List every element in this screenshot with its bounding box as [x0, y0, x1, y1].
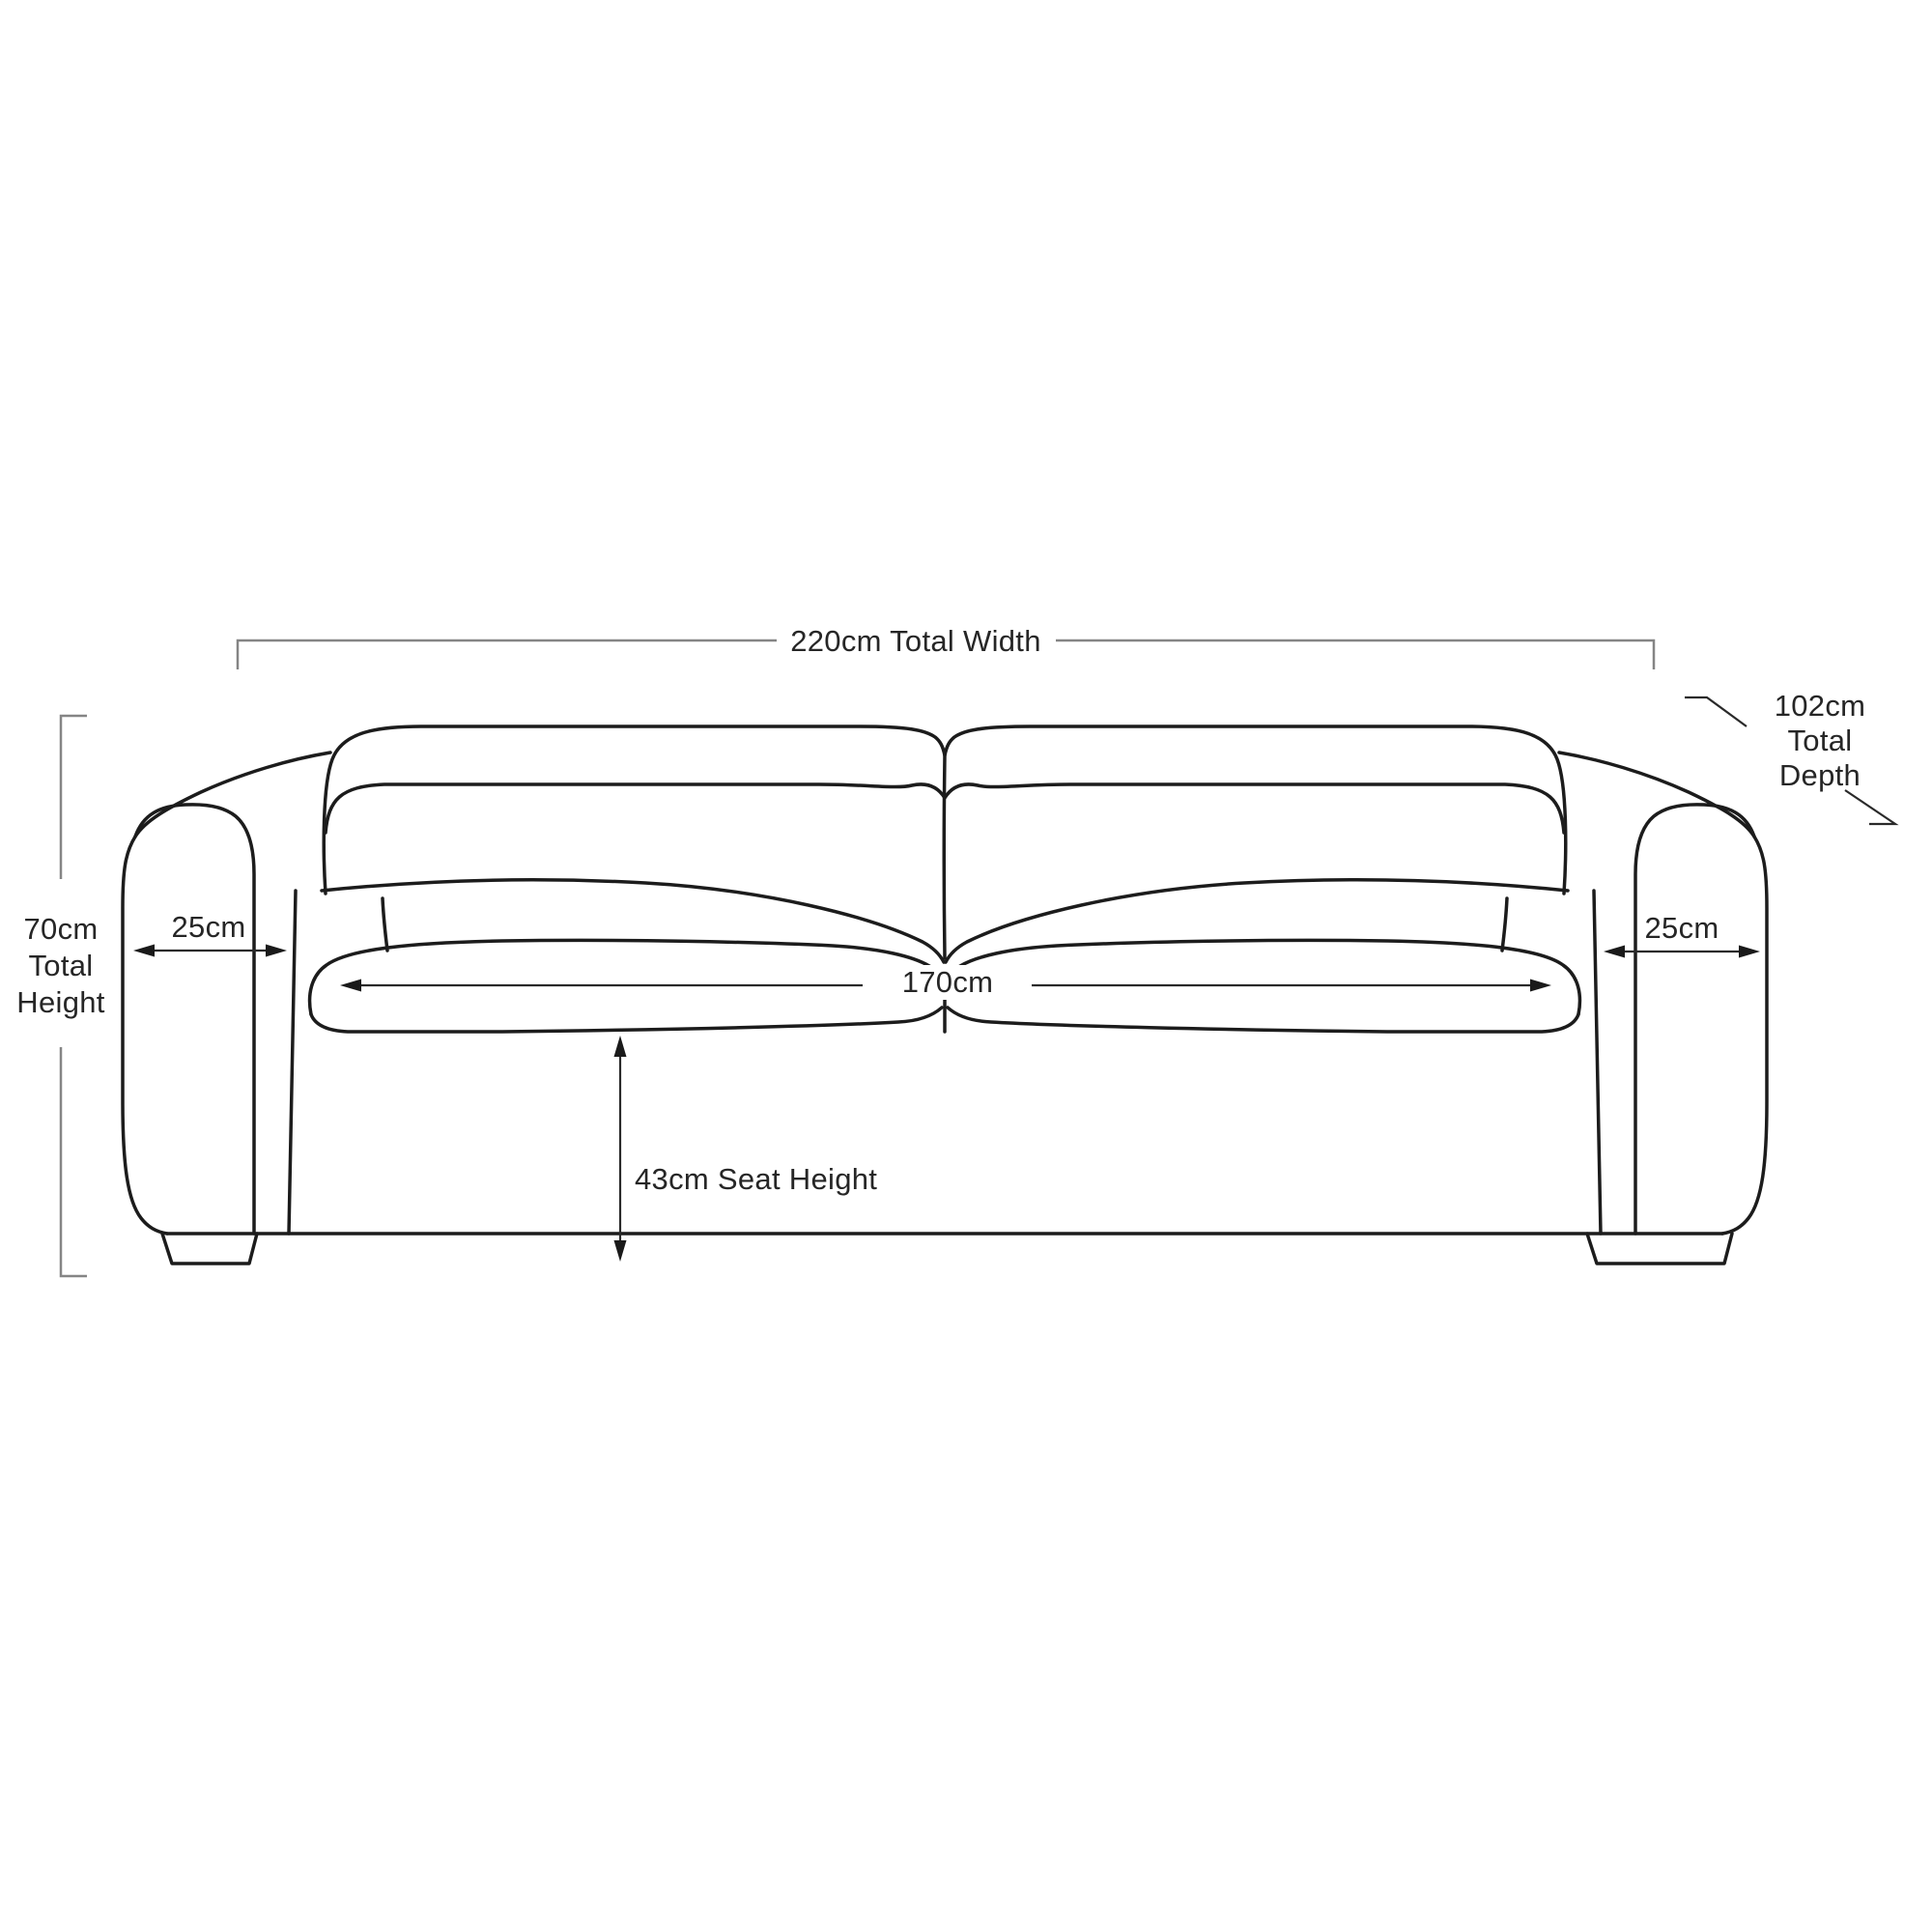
total-height-caption-1: Total [28, 949, 94, 982]
total-width-label: 220cm Total Width [790, 624, 1041, 658]
right-arm-panel [1635, 805, 1754, 1234]
seat-height-label: 43cm Seat Height [635, 1162, 878, 1196]
sofa-center-seam-back [944, 755, 945, 958]
right-seat-cushion [945, 880, 1579, 1032]
arm-width-label-right: 25cm [1644, 911, 1719, 945]
arm-width-arrow-left [133, 945, 287, 957]
arm-width-arrow-right [1604, 946, 1760, 958]
left-arm-panel [135, 805, 254, 1234]
right-foot [1587, 1234, 1732, 1264]
total-depth-value: 102cm [1774, 689, 1866, 723]
left-foot [162, 1234, 257, 1264]
depth-indicator-upper [1685, 697, 1747, 726]
left-arm-outline [123, 753, 330, 1234]
right-arm-inner-edge [1594, 891, 1601, 1234]
left-seat-cushion [310, 880, 945, 1032]
total-height-value: 70cm [23, 912, 99, 946]
seat-width-label: 170cm [893, 965, 1004, 1000]
left-arm-inner-edge [289, 891, 296, 1234]
total-depth-label [1764, 689, 1876, 793]
arm-width-label-left: 25cm [171, 910, 246, 944]
total-height-label [16, 911, 104, 1021]
total-height-caption-2: Height [16, 985, 105, 1019]
seat-height-arrow [614, 1036, 627, 1262]
right-arm-outline [1559, 753, 1767, 1234]
depth-indicator-lower [1845, 790, 1895, 824]
total-depth-caption: Total Depth [1778, 724, 1861, 792]
